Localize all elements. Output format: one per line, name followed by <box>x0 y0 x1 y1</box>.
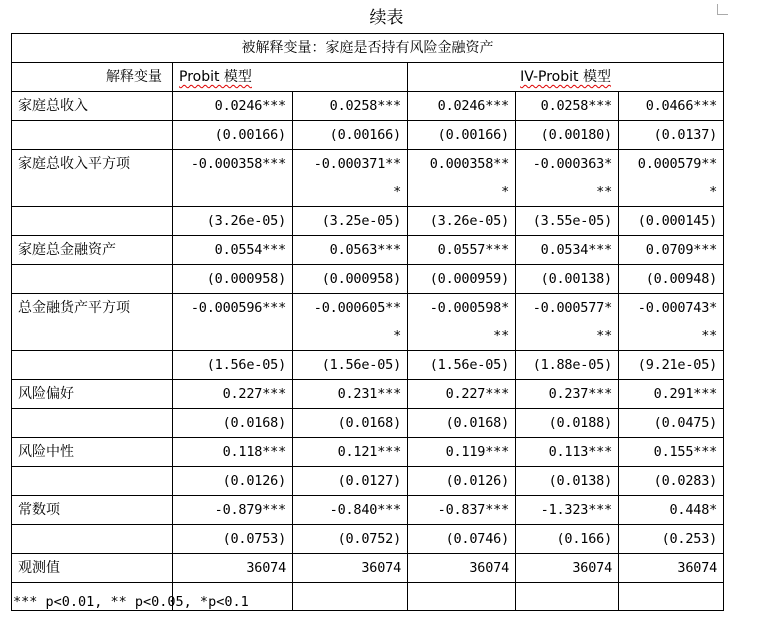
coefficient-stars-continued <box>179 178 286 206</box>
coefficient-cell: 0.0246*** <box>173 92 293 121</box>
standard-error-cell: (0.00166) <box>408 121 516 150</box>
standard-error-cell: (1.56e-05) <box>173 351 293 380</box>
empty-cell <box>619 583 724 611</box>
coefficient-value: -0.000371** <box>313 156 401 172</box>
row-label: 风险偏好 <box>12 380 173 409</box>
row-label-empty <box>12 121 173 150</box>
row-label-empty <box>12 409 173 438</box>
coefficient-cell <box>293 294 408 351</box>
observations-cell: 36074 <box>173 554 293 583</box>
observations-cell: 36074 <box>293 554 408 583</box>
coefficient-cell: 0.0554*** <box>173 236 293 265</box>
coefficient-cell <box>516 294 619 351</box>
coefficient-value: 0.000579** <box>637 156 718 172</box>
coefficient-cell <box>173 150 293 207</box>
row-label: 家庭总收入 <box>12 92 173 121</box>
table-row <box>12 525 724 554</box>
coefficient-stars-continued: ** <box>493 328 509 344</box>
standard-error-cell: (0.000958) <box>173 265 293 294</box>
coefficient-cell: -1.323*** <box>516 496 619 525</box>
standard-error-cell: (0.00948) <box>619 265 724 294</box>
regression-table <box>11 33 724 611</box>
row-label-empty <box>12 467 173 496</box>
page-corner-mark <box>717 4 728 15</box>
coefficient-cell: -0.879*** <box>173 496 293 525</box>
observations-cell: 36074 <box>516 554 619 583</box>
standard-error-cell: (0.000959) <box>408 265 516 294</box>
table-row <box>12 236 724 265</box>
coefficient-value: -0.000596*** <box>190 300 286 316</box>
coefficient-cell: 0.227*** <box>173 380 293 409</box>
standard-error-cell: (0.00166) <box>293 121 408 150</box>
explanatory-variable-header: 解释变量 <box>12 63 173 92</box>
coefficient-cell <box>516 150 619 207</box>
row-label-empty <box>12 525 173 554</box>
coefficient-value: -0.000358*** <box>190 156 286 172</box>
table-row <box>12 380 724 409</box>
standard-error-cell: (3.26e-05) <box>173 207 293 236</box>
coefficient-value: -0.000743* <box>637 300 718 316</box>
standard-error-cell: (0.0283) <box>619 467 724 496</box>
table-row <box>12 92 724 121</box>
coefficient-stars-continued: ** <box>596 328 612 344</box>
coefficient-value: 0.000358** <box>429 156 509 172</box>
empty-cell <box>293 583 408 611</box>
standard-error-cell: (9.21e-05) <box>619 351 724 380</box>
coefficient-cell: 0.227*** <box>408 380 516 409</box>
standard-error-cell: (0.0746) <box>408 525 516 554</box>
table-row <box>12 438 724 467</box>
standard-error-cell: (3.25e-05) <box>293 207 408 236</box>
standard-error-cell: (0.253) <box>619 525 724 554</box>
row-label: 总金融货产平方项 <box>12 294 173 351</box>
coefficient-stars-continued: ** <box>596 184 612 200</box>
table-row <box>12 351 724 380</box>
coefficient-cell: 0.231*** <box>293 380 408 409</box>
row-label-empty <box>12 351 173 380</box>
table-row <box>12 121 724 150</box>
coefficient-stars-continued: * <box>709 184 718 200</box>
standard-error-cell: (1.56e-05) <box>408 351 516 380</box>
coefficient-cell: -0.840*** <box>293 496 408 525</box>
standard-error-cell: (0.000145) <box>619 207 724 236</box>
coefficient-cell <box>293 150 408 207</box>
observations-cell: 36074 <box>408 554 516 583</box>
coefficient-cell: 0.0258*** <box>293 92 408 121</box>
standard-error-cell: (0.00138) <box>516 265 619 294</box>
coefficient-cell <box>408 150 516 207</box>
standard-error-cell: (1.56e-05) <box>293 351 408 380</box>
coefficient-cell: 0.291*** <box>619 380 724 409</box>
coefficient-cell: 0.448* <box>619 496 724 525</box>
dependent-variable-header: 被解释变量：家庭是否持有风险金融资产 <box>12 34 724 63</box>
empty-cell <box>516 583 619 611</box>
standard-error-cell: (0.0126) <box>173 467 293 496</box>
coefficient-stars-continued <box>179 322 286 350</box>
table-row <box>12 265 724 294</box>
standard-error-cell: (0.0753) <box>173 525 293 554</box>
coefficient-cell: 0.237*** <box>516 380 619 409</box>
table-row <box>12 409 724 438</box>
coefficient-cell: 0.113*** <box>516 438 619 467</box>
coefficient-cell: 0.121*** <box>293 438 408 467</box>
row-label: 风险中性 <box>12 438 173 467</box>
row-label: 常数项 <box>12 496 173 525</box>
standard-error-cell: (0.166) <box>516 525 619 554</box>
coefficient-stars-continued: * <box>501 184 509 200</box>
coefficient-cell <box>173 294 293 351</box>
standard-error-cell: (0.00166) <box>173 121 293 150</box>
standard-error-cell: (0.0127) <box>293 467 408 496</box>
row-label-empty <box>12 207 173 236</box>
table-row <box>12 150 724 207</box>
empty-cell <box>408 583 516 611</box>
observations-label: 观测值 <box>12 554 173 583</box>
coefficient-cell <box>408 294 516 351</box>
coefficient-cell: 0.0534*** <box>516 236 619 265</box>
standard-error-cell: (0.0126) <box>408 467 516 496</box>
standard-error-cell: (1.88e-05) <box>516 351 619 380</box>
table-row <box>12 554 724 583</box>
coefficient-cell: 0.119*** <box>408 438 516 467</box>
observations-cell: 36074 <box>619 554 724 583</box>
row-label-empty <box>12 265 173 294</box>
coefficient-stars-continued: * <box>393 184 401 200</box>
standard-error-cell: (0.0168) <box>293 409 408 438</box>
coefficient-cell: 0.0258*** <box>516 92 619 121</box>
coefficient-cell: 0.0246*** <box>408 92 516 121</box>
coefficient-cell <box>619 150 724 207</box>
coefficient-value: -0.000363* <box>532 156 612 172</box>
coefficient-value: -0.000577* <box>532 300 612 316</box>
coefficient-cell: 0.0466*** <box>619 92 724 121</box>
standard-error-cell: (0.0475) <box>619 409 724 438</box>
standard-error-cell: (0.0752) <box>293 525 408 554</box>
coefficient-cell <box>619 294 724 351</box>
table-row <box>12 294 724 351</box>
table-row <box>12 207 724 236</box>
coefficient-value: -0.000605** <box>313 300 401 316</box>
standard-error-cell: (0.00180) <box>516 121 619 150</box>
standard-error-cell: (0.0137) <box>619 121 724 150</box>
ivprobit-model-header: IV-Probit 模型 <box>408 63 724 92</box>
table-row <box>12 467 724 496</box>
significance-note: *** p<0.01, ** p<0.05, *p<0.1 <box>13 594 249 610</box>
coefficient-cell: -0.837*** <box>408 496 516 525</box>
coefficient-stars-continued: ** <box>701 328 718 344</box>
standard-error-cell: (0.0188) <box>516 409 619 438</box>
coefficient-cell: 0.0709*** <box>619 236 724 265</box>
coefficient-cell: 0.0557*** <box>408 236 516 265</box>
coefficient-value: -0.000598* <box>429 300 509 316</box>
table-row <box>12 496 724 525</box>
row-label: 家庭总金融资产 <box>12 236 173 265</box>
coefficient-cell: 0.118*** <box>173 438 293 467</box>
standard-error-cell: (0.000958) <box>293 265 408 294</box>
coefficient-stars-continued: * <box>393 328 401 344</box>
standard-error-cell: (0.0168) <box>408 409 516 438</box>
standard-error-cell: (3.55e-05) <box>516 207 619 236</box>
table-title: 续表 <box>369 8 404 28</box>
probit-model-header: Probit 模型 <box>173 63 408 92</box>
coefficient-cell: 0.155*** <box>619 438 724 467</box>
standard-error-cell: (3.26e-05) <box>408 207 516 236</box>
standard-error-cell: (0.0138) <box>516 467 619 496</box>
coefficient-cell: 0.0563*** <box>293 236 408 265</box>
standard-error-cell: (0.0168) <box>173 409 293 438</box>
row-label: 家庭总收入平方项 <box>12 150 173 207</box>
